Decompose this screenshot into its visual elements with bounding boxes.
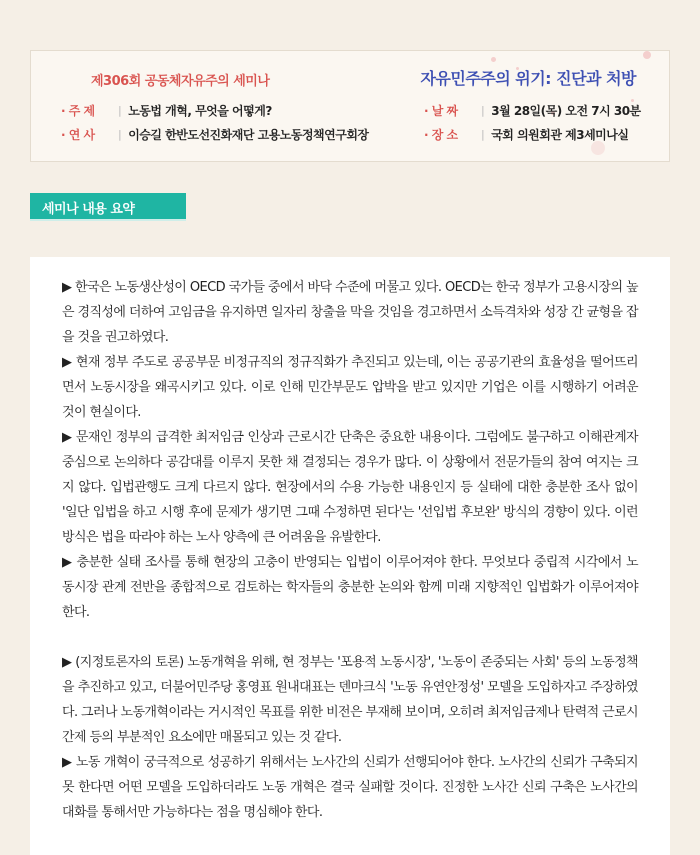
info-row-date <box>424 102 641 119</box>
summary-paragraph: ▶ 한국은 노동생산성이 OECD 국가들 중에서 바닥 수준에 머물고 있다. OECD는 한국 정부가 고용시장의 높은 경직성에 더하여 고임금을 유지하면 일자리 창출을 막을 것임을 경고하면서 소득격차와 성장 간 균형을 잡을 것을 권고하였다. <box>62 280 638 345</box>
paragraph-gap <box>62 625 638 650</box>
seminar-title: 자유민주주의 위기: 진단과 처방 <box>420 69 636 88</box>
summary-content <box>62 275 638 825</box>
info-label: · 주 제 <box>61 104 95 118</box>
decor-dot <box>491 57 496 62</box>
info-label: · 장 소 <box>424 128 458 142</box>
summary-paragraph: ▶ (지정토론자의 토론) 노동개혁을 위해, 현 정부는 '포용적 노동시장', '노동이 존중되는 사회' 등의 노동정책을 추진하고 있고, 더불어민주당 홍영표 원내대표는 덴마크식 '노동 유연안정성' 모델을 도입하자고 주장하였다. 그러나 노동개혁이라는 거시적인 목표를 위한 비전은 부재해 보이며, 오히려 최저임금제나 탄력적 근로시간제 등의 부분적인 요소에만 매몰되고 있는 것 같다. <box>62 655 638 745</box>
info-label: · 연 사 <box>61 128 95 142</box>
info-value: 국회 의원회관 제3세미나실 <box>491 128 629 142</box>
seminar-number: 제306회 공동체자유주의 세미나 <box>91 74 270 89</box>
section-tag-summary: 세미나 내용 요약 <box>30 193 186 219</box>
info-row-topic <box>61 102 272 119</box>
info-separator: | <box>481 104 485 117</box>
info-separator: | <box>481 128 485 141</box>
info-value: 이승길 한반도선진화재단 고용노동정책연구회장 <box>128 128 369 142</box>
seminar-header <box>30 50 670 162</box>
info-value: 3월 28일(목) 오전 7시 30분 <box>491 104 641 118</box>
info-row-venue <box>424 126 628 143</box>
summary-paragraph: ▶ 충분한 실태 조사를 통해 현장의 고충이 반영되는 입법이 이루어져야 한다. 무엇보다 중립적 시각에서 노동시장 관계 전반을 종합적으로 검토하는 학자들의 충분한 논의와 함께 미래 지향적인 입법화가 이루어져야 한다. <box>62 555 638 620</box>
summary-box <box>30 257 670 855</box>
info-value: 노동법 개혁, 무엇을 어떻게? <box>128 104 272 118</box>
info-label: · 날 짜 <box>424 104 458 118</box>
info-separator: | <box>118 104 122 117</box>
decor-dot <box>643 51 651 59</box>
decor-dot <box>591 141 605 155</box>
info-separator: | <box>118 128 122 141</box>
summary-paragraph: ▶ 노동 개혁이 궁극적으로 성공하기 위해서는 노사간의 신뢰가 선행되어야 한다. 노사간의 신뢰가 구축되지 못 한다면 어떤 모델을 도입하더라도 노동 개혁은 결국 실패할 것이다. 진정한 노사간 신뢰 구축은 노사간의 대화를 통해서만 가능하다는 점을 명심해야 한다. <box>62 755 638 820</box>
summary-paragraph: ▶ 문재인 정부의 급격한 최저임금 인상과 근로시간 단축은 중요한 내용이다. 그럼에도 불구하고 이해관계자 중심으로 논의하다 공감대를 이루지 못한 채 결정되는 경우가 많다. 이 상황에서 전문가들의 참여 여지는 크지 않다. 입법관행도 크게 다르지 않다. 현장에서의 수용 가능한 내용인지 등 실태에 대한 충분한 조사 없이 '일단 입법을 하고 시행 후에 문제가 생기면 그때 수정하면 된다'는 '선입법 후보완' 방식의 경향이 있다. 이런 방식은 법을 따라야 하는 노사 양측에 큰 어려움을 유발한다. <box>62 430 638 545</box>
info-row-speaker <box>61 126 369 143</box>
summary-paragraph: ▶ 현재 정부 주도로 공공부문 비정규직의 정규직화가 추진되고 있는데, 이는 공공기관의 효율성을 떨어뜨리면서 노동시장을 왜곡시키고 있다. 이로 인해 민간부문도 압박을 받고 있지만 기업은 이를 시행하기 어려운 것이 현실이다. <box>62 355 638 420</box>
